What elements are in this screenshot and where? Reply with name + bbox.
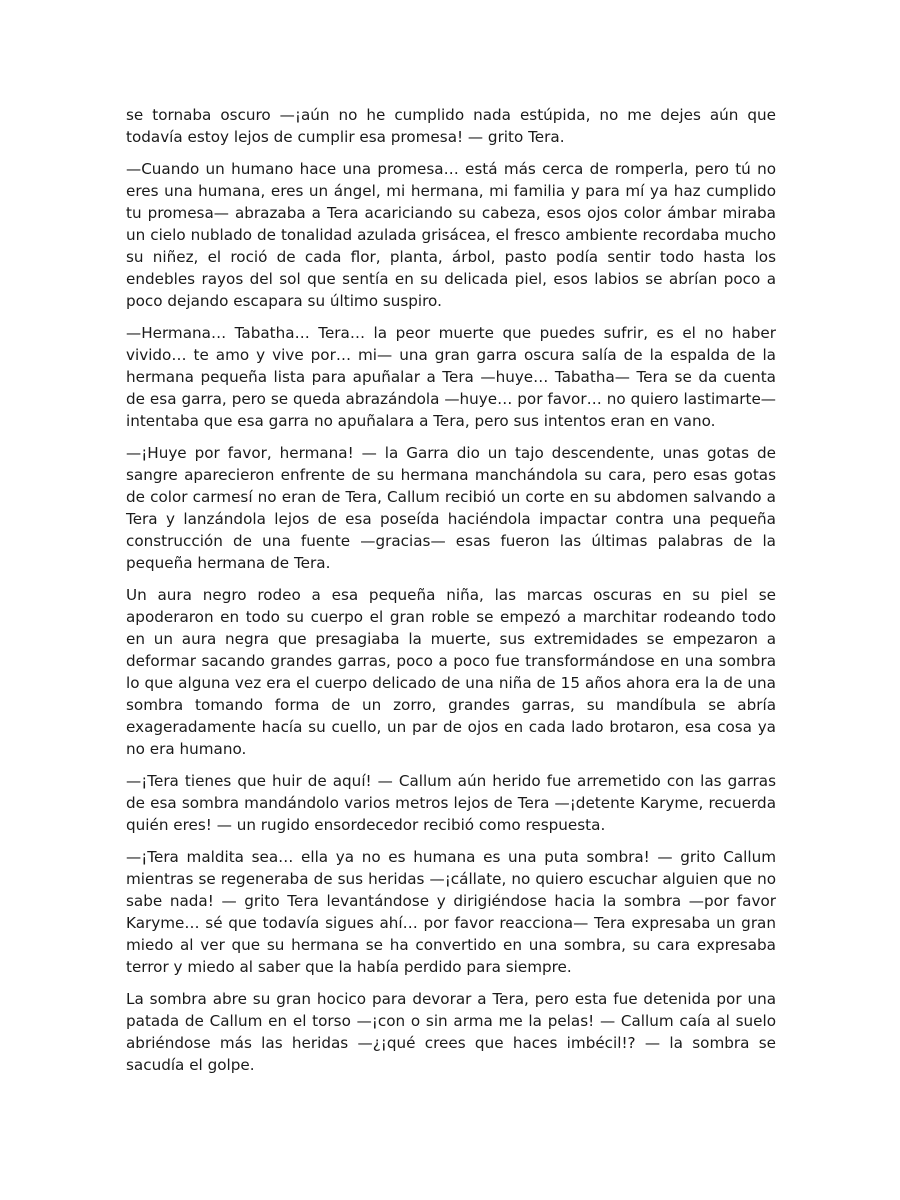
paragraph: —¡Tera tienes que huir de aquí! — Callum aún herido fue arremetido con las garras de esa sombra mandándolo varios metros lejos de Tera —¡detente Karyme, recuerda quién eres! — un rugido ensordecedor recibió como respuesta. (126, 772, 776, 834)
paragraph: se tornaba oscuro —¡aún no he cumplido nada estúpida, no me dejes aún que todavía estoy lejos de cumplir esa promesa! — grito Tera. (126, 106, 776, 146)
paragraph: La sombra abre su gran hocico para devorar a Tera, pero esta fue detenida por una patada de Callum en el torso —¡con o sin arma me la pelas! — Callum caía al suelo abriéndose más las heridas —¿¡qué crees que haces imbécil!? — la sombra se sacudía el golpe. (126, 990, 776, 1074)
paragraph: —¡Tera maldita sea… ella ya no es humana es una puta sombra! — grito Callum mientras se regeneraba de sus heridas —¡cállate, no quiero escuchar alguien que no sabe nada! — grito Tera levantándose y dirigiéndose hacia la sombra —por favor Karyme… sé que todavía sigues ahí… por favor reacciona— Tera expresaba un gran miedo al ver que su hermana se ha convertido en una sombra, su cara expresaba terror y miedo al saber que la había perdido para siempre. (126, 848, 776, 976)
paragraph: —¡Huye por favor, hermana! — la Garra dio un tajo descendente, unas gotas de sangre aparecieron enfrente de su hermana manchándola su cara, pero esas gotas de color carmesí no eran de Tera, Callum recibió un corte en su abdomen salvando a Tera y lanzándola lejos de esa poseída haciéndola impactar contra una pequeña construcción de una fuente —gracias— esas fueron las últimas palabras de la pequeña hermana de Tera. (126, 444, 776, 572)
paragraph: —Cuando un humano hace una promesa… está más cerca de romperla, pero tú no eres una humana, eres un ángel, mi hermana, mi familia y para mí ya haz cumplido tu promesa— abrazaba a Tera acariciando su cabeza, esos ojos color ámbar miraba un cielo nublado de tonalidad azulada grisácea, el fresco ambiente recordaba mucho su niñez, el roció de cada flor, planta, árbol, pasto podía sentir todo hasta los endebles rayos del sol que sentía en su delicada piel, esos labios se abrían poco a poco dejando escapara su último suspiro. (126, 160, 776, 310)
paragraph: Un aura negro rodeo a esa pequeña niña, las marcas oscuras en su piel se apoderaron en todo su cuerpo el gran roble se empezó a marchitar rodeando todo en un aura negra que presagiaba la muerte, sus extremidades se empezaron a deformar sacando grandes garras, poco a poco fue transformándose en una sombra lo que alguna vez era el cuerpo delicado de una niña de 15 años ahora era la de una sombra tomando forma de un zorro, grandes garras, su mandíbula se abría exageradamente hacía su cuello, un par de ojos en cada lado brotaron, esa cosa ya no era humano. (126, 586, 776, 758)
document-page (126, 104, 776, 1086)
paragraph: —Hermana… Tabatha… Tera… la peor muerte que puedes sufrir, es el no haber vivido… te amo y vive por… mi— una gran garra oscura salía de la espalda de la hermana pequeña lista para apuñalar a Tera —huye… Tabatha— Tera se da cuenta de esa garra, pero se queda abrazándola —huye… por favor… no quiero lastimarte— intentaba que esa garra no apuñalara a Tera, pero sus intentos eran en vano. (126, 324, 776, 430)
